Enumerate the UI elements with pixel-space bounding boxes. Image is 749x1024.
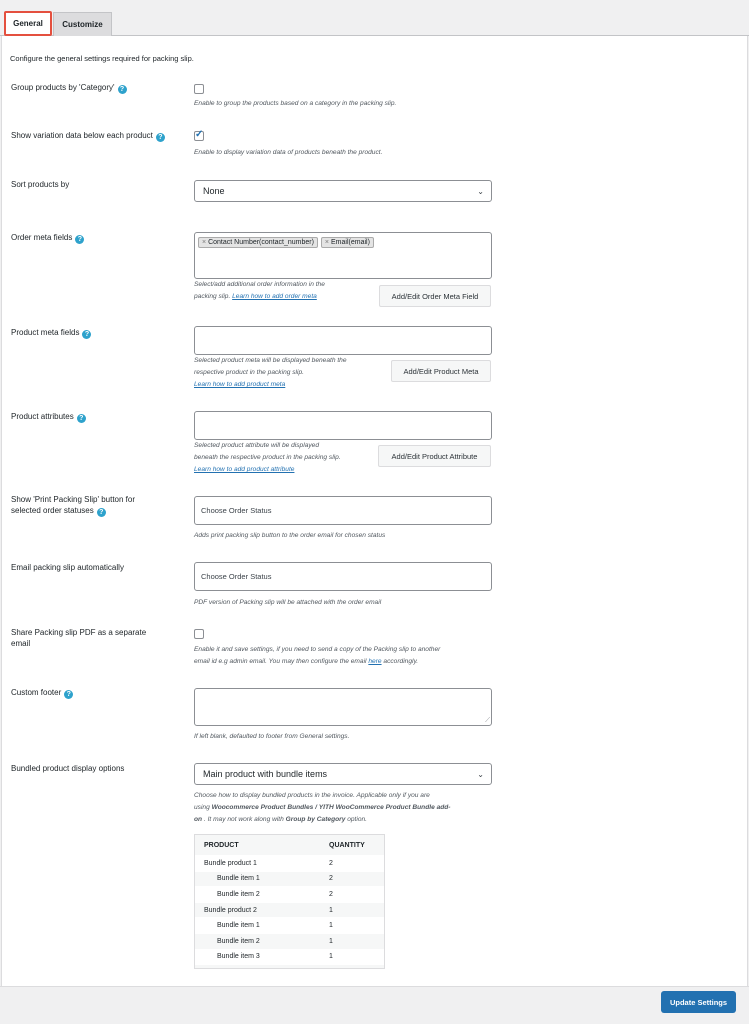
table-header: PRODUCT QUANTITY bbox=[195, 835, 384, 856]
product-meta-desc: Selected product meta will be displayed beneath the respective product in the packing slip. Learn how to add product meta bbox=[194, 357, 347, 388]
product-attr-field[interactable] bbox=[194, 411, 492, 440]
table-row: Bundle item 1 2 bbox=[195, 872, 384, 888]
table-row: Bundle item 2 2 bbox=[195, 887, 384, 903]
custom-footer-label: Custom footer ? bbox=[11, 687, 176, 699]
sort-select[interactable] bbox=[194, 180, 492, 202]
add-edit-order-meta-button[interactable]: Add/Edit Order Meta Field bbox=[379, 285, 491, 307]
share-pdf-checkbox[interactable] bbox=[194, 629, 204, 639]
product-meta-field[interactable] bbox=[194, 326, 492, 355]
help-icon[interactable]: ? bbox=[118, 85, 127, 94]
order-meta-chip[interactable]: × Contact Number(contact_number) bbox=[198, 237, 318, 248]
chevron-down-icon: ⌄ bbox=[477, 187, 484, 196]
print-button-desc: Adds print packing slip button to the order email for chosen status bbox=[194, 532, 386, 539]
table-row: Bundle item 2 1 bbox=[195, 934, 384, 950]
product-attr-label: Product attributes ? bbox=[11, 411, 176, 423]
order-meta-field[interactable] bbox=[194, 232, 492, 279]
variation-desc: Enable to display variation data of products beneath the product. bbox=[194, 149, 383, 156]
order-meta-chip[interactable]: × Email(email) bbox=[321, 237, 374, 248]
custom-footer-desc: If left blank, defaulted to footer from General settings. bbox=[194, 733, 350, 740]
remove-icon[interactable]: × bbox=[324, 239, 330, 246]
share-pdf-here-link[interactable]: here bbox=[368, 658, 382, 665]
sort-label: Sort products by bbox=[11, 180, 70, 189]
table-row: Bundle product 2 1 bbox=[195, 903, 384, 919]
sort-value: None bbox=[203, 186, 225, 196]
email-auto-status-placeholder: Choose Order Status bbox=[201, 572, 272, 581]
help-icon[interactable]: ? bbox=[97, 508, 106, 517]
table-row: Bundle product 1 2 bbox=[195, 856, 384, 872]
chevron-down-icon: ⌄ bbox=[477, 770, 484, 779]
help-icon[interactable]: ? bbox=[64, 690, 73, 699]
order-meta-label: Order meta fields ? bbox=[11, 232, 176, 244]
add-edit-product-attribute-button[interactable]: Add/Edit Product Attribute bbox=[378, 445, 491, 467]
bundled-desc: Choose how to display bundled products in the invoice. Applicable only if you are using Woocommerce Product Bundles / YITH WooCommerce Product Bundle add- on . It may not work along with Group by Category option. bbox=[194, 792, 451, 823]
bundled-select[interactable] bbox=[194, 763, 492, 785]
help-icon[interactable]: ? bbox=[82, 330, 91, 339]
resize-handle-icon[interactable]: ⟋ bbox=[485, 717, 490, 724]
help-icon[interactable]: ? bbox=[156, 133, 165, 142]
intro-text: Configure the general settings required for packing slip. bbox=[10, 54, 194, 63]
product-attr-help-link[interactable]: Learn how to add product attribute bbox=[194, 466, 295, 473]
email-auto-desc: PDF version of Packing slip will be attached with the order email bbox=[194, 599, 382, 606]
group-products-label: Group products by 'Category' ? bbox=[11, 82, 176, 94]
bundled-label: Bundled product display options bbox=[11, 764, 125, 773]
group-products-checkbox[interactable] bbox=[194, 84, 204, 94]
product-attr-desc: Selected product attribute will be displayed beneath the respective product in the packing slip. Learn how to add product attribute bbox=[194, 442, 341, 473]
variation-label: Show variation data below each product ? bbox=[11, 130, 176, 142]
order-meta-desc: Select/add additional order information in the packing slip. Learn how to add order meta bbox=[194, 281, 325, 300]
tab-general[interactable]: General bbox=[4, 11, 52, 36]
print-button-label: Show 'Print Packing Slip' button for selected order statuses ? bbox=[11, 495, 136, 516]
help-icon[interactable]: ? bbox=[75, 235, 84, 244]
share-pdf-desc: Enable it and save settings, if you need to send a copy of the Packing slip to another email id e.g admin email. You may then configure the email here accordingly. bbox=[194, 646, 441, 665]
tab-bar bbox=[0, 0, 749, 36]
variation-checkbox[interactable] bbox=[194, 131, 204, 141]
bundled-value: Main product with bundle items bbox=[203, 769, 328, 779]
footer-bar bbox=[0, 986, 749, 1024]
group-products-desc: Enable to group the products based on a category in the packing slip. bbox=[194, 100, 397, 107]
print-button-status-select[interactable] bbox=[194, 496, 492, 525]
custom-footer-textarea[interactable] bbox=[194, 688, 492, 726]
email-auto-label: Email packing slip automatically bbox=[11, 563, 124, 572]
product-meta-label: Product meta fields ? bbox=[11, 327, 176, 339]
print-button-status-placeholder: Choose Order Status bbox=[201, 506, 272, 515]
add-edit-product-meta-button[interactable]: Add/Edit Product Meta bbox=[391, 360, 491, 382]
remove-icon[interactable]: × bbox=[202, 239, 207, 246]
email-auto-status-select[interactable] bbox=[194, 562, 492, 591]
update-settings-button[interactable]: Update Settings bbox=[661, 991, 736, 1013]
table-row: Bundle item 3 1 bbox=[195, 950, 384, 966]
share-pdf-label: Share Packing slip PDF as a separate email bbox=[11, 628, 147, 648]
order-meta-help-link[interactable]: Learn how to add order meta bbox=[232, 293, 317, 300]
table-row: Bundle item 1 1 bbox=[195, 918, 384, 934]
product-meta-help-link[interactable]: Learn how to add product meta bbox=[194, 381, 286, 388]
tab-customize[interactable]: Customize bbox=[53, 12, 112, 36]
bundle-preview-table bbox=[194, 834, 385, 969]
help-icon[interactable]: ? bbox=[77, 414, 86, 423]
